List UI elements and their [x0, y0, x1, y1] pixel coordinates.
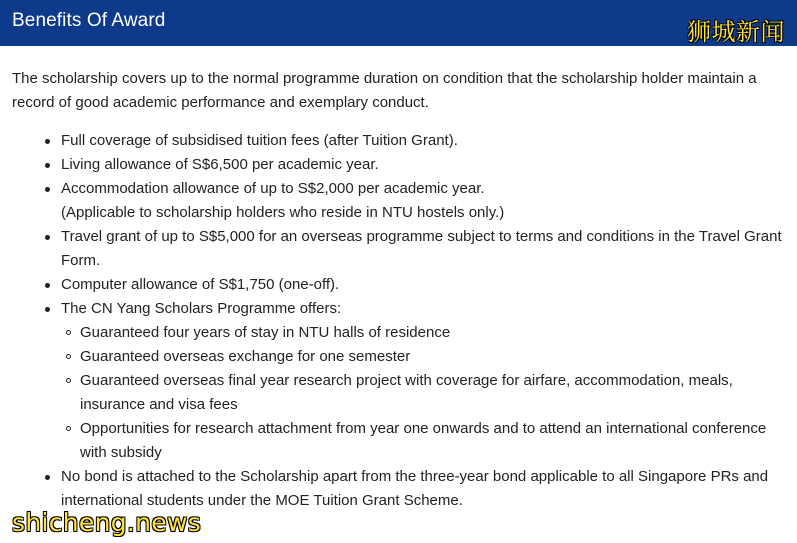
- sub-list-item: Guaranteed overseas exchange for one semester: [80, 345, 787, 369]
- watermark-logo-cn: 狮城新闻: [687, 18, 785, 46]
- list-item-text: The CN Yang Scholars Programme offers:: [61, 300, 342, 317]
- list-item-note: (Applicable to scholarship holders who reside in NTU hostels only.): [61, 204, 505, 221]
- intro-paragraph: The scholarship covers up to the normal programme duration on condition that the scholarship holder maintain a record of good academic performance and exemplary conduct.: [12, 70, 757, 111]
- list-item-text: Travel grant of up to S$5,000 for an overseas programme subject to terms and conditions in the Travel Grant Form.: [61, 228, 782, 269]
- list-item: [61, 153, 787, 177]
- section-title: Benefits Of Award: [12, 10, 166, 31]
- sub-list-item: Guaranteed overseas final year research project with coverage for airfare, accommodation, meals, insurance and visa fees: [80, 369, 787, 417]
- header-bar: [0, 0, 797, 46]
- list-item: [61, 177, 787, 225]
- list-item: [61, 273, 787, 297]
- list-item: [61, 297, 787, 465]
- list-item-text: No bond is attached to the Scholarship apart from the three-year bond applicable to all Singapore PRs and international students under the MOE Tuition Grant Scheme.: [61, 468, 769, 509]
- content: [12, 67, 787, 513]
- sub-list-item: Guaranteed four years of stay in NTU halls of residence: [80, 321, 787, 345]
- cn-yang-offers-list: [61, 321, 787, 465]
- list-item: [61, 225, 787, 273]
- benefits-list: [12, 129, 787, 513]
- watermark-site-name: shicheng.news: [12, 508, 202, 537]
- sub-list-item: Opportunities for research attachment from year one onwards and to attend an international conference with subsidy: [80, 417, 787, 465]
- list-item-text: Living allowance of S$6,500 per academic year.: [61, 156, 379, 173]
- list-item-text: Computer allowance of S$1,750 (one-off).: [61, 276, 340, 293]
- list-item: [61, 129, 787, 153]
- list-item-text: Accommodation allowance of up to S$2,000 per academic year.: [61, 180, 485, 197]
- list-item: [61, 465, 787, 513]
- list-item-text: Full coverage of subsidised tuition fees (after Tuition Grant).: [61, 132, 458, 149]
